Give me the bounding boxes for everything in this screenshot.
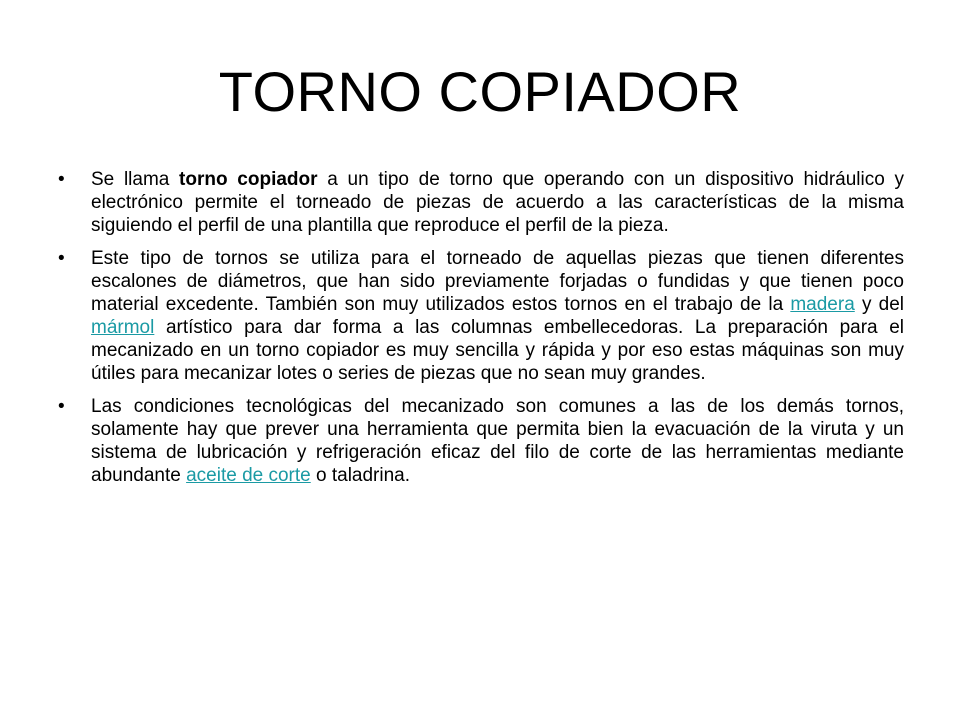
- bullet-text: o taladrina.: [310, 465, 411, 486]
- bullet-text: Este tipo de tornos se utiliza para el torneado de aquellas piezas que tienen diferentes escalones de diámetros, que han sido previamente forjadas o fundidas y que tienen poco material excedente. También son muy utilizados estos tornos en el trabajo de la: [91, 248, 904, 315]
- bullet-text: a un tipo de torno que operando con un dispositivo hidráulico y electrónico permite el torneado de piezas de acuerdo a las características de la misma siguiendo el perfil de una plantilla que reproduce el perfil de la pieza.: [91, 169, 905, 236]
- link-marmol[interactable]: mármol: [91, 317, 155, 338]
- bullet-text: y del: [854, 294, 904, 315]
- link-aceite-de-corte[interactable]: aceite de corte: [186, 465, 311, 486]
- bullet-item: [56, 168, 904, 237]
- bullet-text: artístico para dar forma a las columnas embellecedoras. La preparación para el mecanizado en un torno copiador es muy sencilla y rápida y por eso estas máquinas son muy útiles para mecanizar lotes o series de piezas que no sean muy grandes.: [91, 317, 904, 384]
- bullet-list: [56, 168, 904, 497]
- bullet-item: [56, 247, 904, 385]
- bullet-marker-icon: •: [58, 169, 65, 190]
- bullet-marker-icon: •: [58, 396, 65, 417]
- bullet-text: Se llama: [91, 169, 180, 190]
- bullet-item: [56, 395, 904, 487]
- bullet-marker-icon: •: [58, 248, 65, 269]
- bullet-text: Las condiciones tecnológicas del mecanizado son comunes a las de los demás tornos, solamente hay que prever una herramienta que permita bien la evacuación de la viruta y un sistema de lubricación y refrigeración eficaz del filo de corte de las herramientas mediante abundante: [91, 396, 904, 486]
- bold-term: torno copiador: [179, 169, 318, 190]
- link-madera[interactable]: madera: [790, 294, 855, 315]
- slide-title: TORNO COPIADOR: [218, 60, 742, 123]
